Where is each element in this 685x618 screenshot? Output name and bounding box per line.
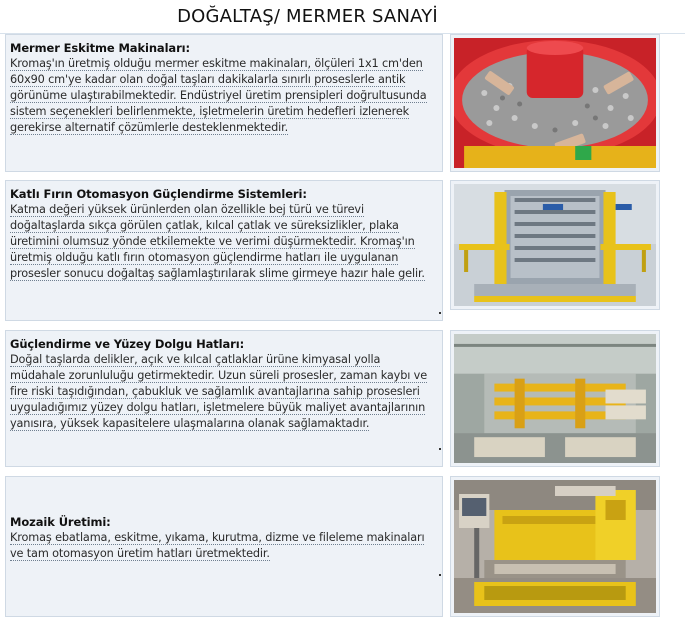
text-card	[5, 476, 443, 617]
dot-marker	[439, 312, 441, 314]
spacer	[10, 483, 438, 515]
section-body: Kromaş'ın üretmiş olduğu mermer eskitme makinaları, ölçüleri 1x1 cm'den 60x90 cm'ye kadar olan doğal taşları dakikalarla sınırlı proseslerle antik görünüme ulaştırabilmektedir. Endüstriyel üretim prensipleri doğrultusunda sistem seçenekleri belirlenmekte, işletmelerin üretim hedefleri izlenerek gerekirse alternatif çözümlerle desteklenmektedir.	[10, 57, 427, 134]
surface-filling-line-photo	[450, 330, 660, 467]
section-body: Doğal taşlarda delikler, açık ve kılcal çatlaklar ürüne kimyasal yolla müdahale zorunluluğu getirmektedir. Uzun süreli prosesler, zaman kaybı ve fire riski taşıdığından, çabukluk ve sağlamlık avantajlarına sahip prosesleri uyguladığımız yüzey dolgu hatları, işletmelere büyük maliyet avantajlarının yanısıra, yüksek kapasitelere ulaşmalarına olanak sağlamaktadır.	[10, 353, 428, 430]
dot-marker	[439, 574, 441, 576]
section-marble-aging	[5, 34, 683, 172]
stone-aging-machine-photo	[450, 34, 660, 172]
section-body: Katma değeri yüksek ürünlerden olan özellikle bej türü ve türevi doğaltaşlarda sıkça görülen çatlak, kılcal çatlak ve süreksizlikler, plaka üretimini olumsuz yönde etkilemekte ve verimi düşürmektedir. Kromaş'ın üretmiş olduğu katlı fırın otomasyon güçlendirme hatları ile uygulanan prosesler sonucu doğaltaş sağlamlaştırılarak slime girmeye hazır hale gelir.	[10, 203, 425, 280]
mosaic-production-photo	[450, 476, 660, 617]
text-card	[5, 34, 443, 172]
multi-deck-oven-photo	[450, 180, 660, 310]
text-card	[5, 330, 443, 467]
dot-marker	[439, 448, 441, 450]
section-body: Kromaş ebatlama, eskitme, yıkama, kurutma, dizme ve fileleme makinaları ve tam otomasyon üretim hatları üretmektedir.	[10, 531, 425, 560]
page-title: DOĞALTAŞ/ MERMER SANAYİ	[177, 6, 438, 27]
section-multi-deck-oven	[5, 180, 683, 321]
text-card	[5, 180, 443, 321]
section-surface-filling	[5, 330, 683, 467]
section-heading: Mermer Eskitme Makinaları:	[10, 41, 191, 55]
section-heading: Mozaik Üretimi:	[10, 515, 111, 529]
section-heading: Katlı Fırın Otomasyon Güçlendirme Sistemleri:	[10, 187, 307, 201]
section-mosaic-production	[5, 476, 683, 617]
section-heading: Güçlendirme ve Yüzey Dolgu Hatları:	[10, 337, 245, 351]
